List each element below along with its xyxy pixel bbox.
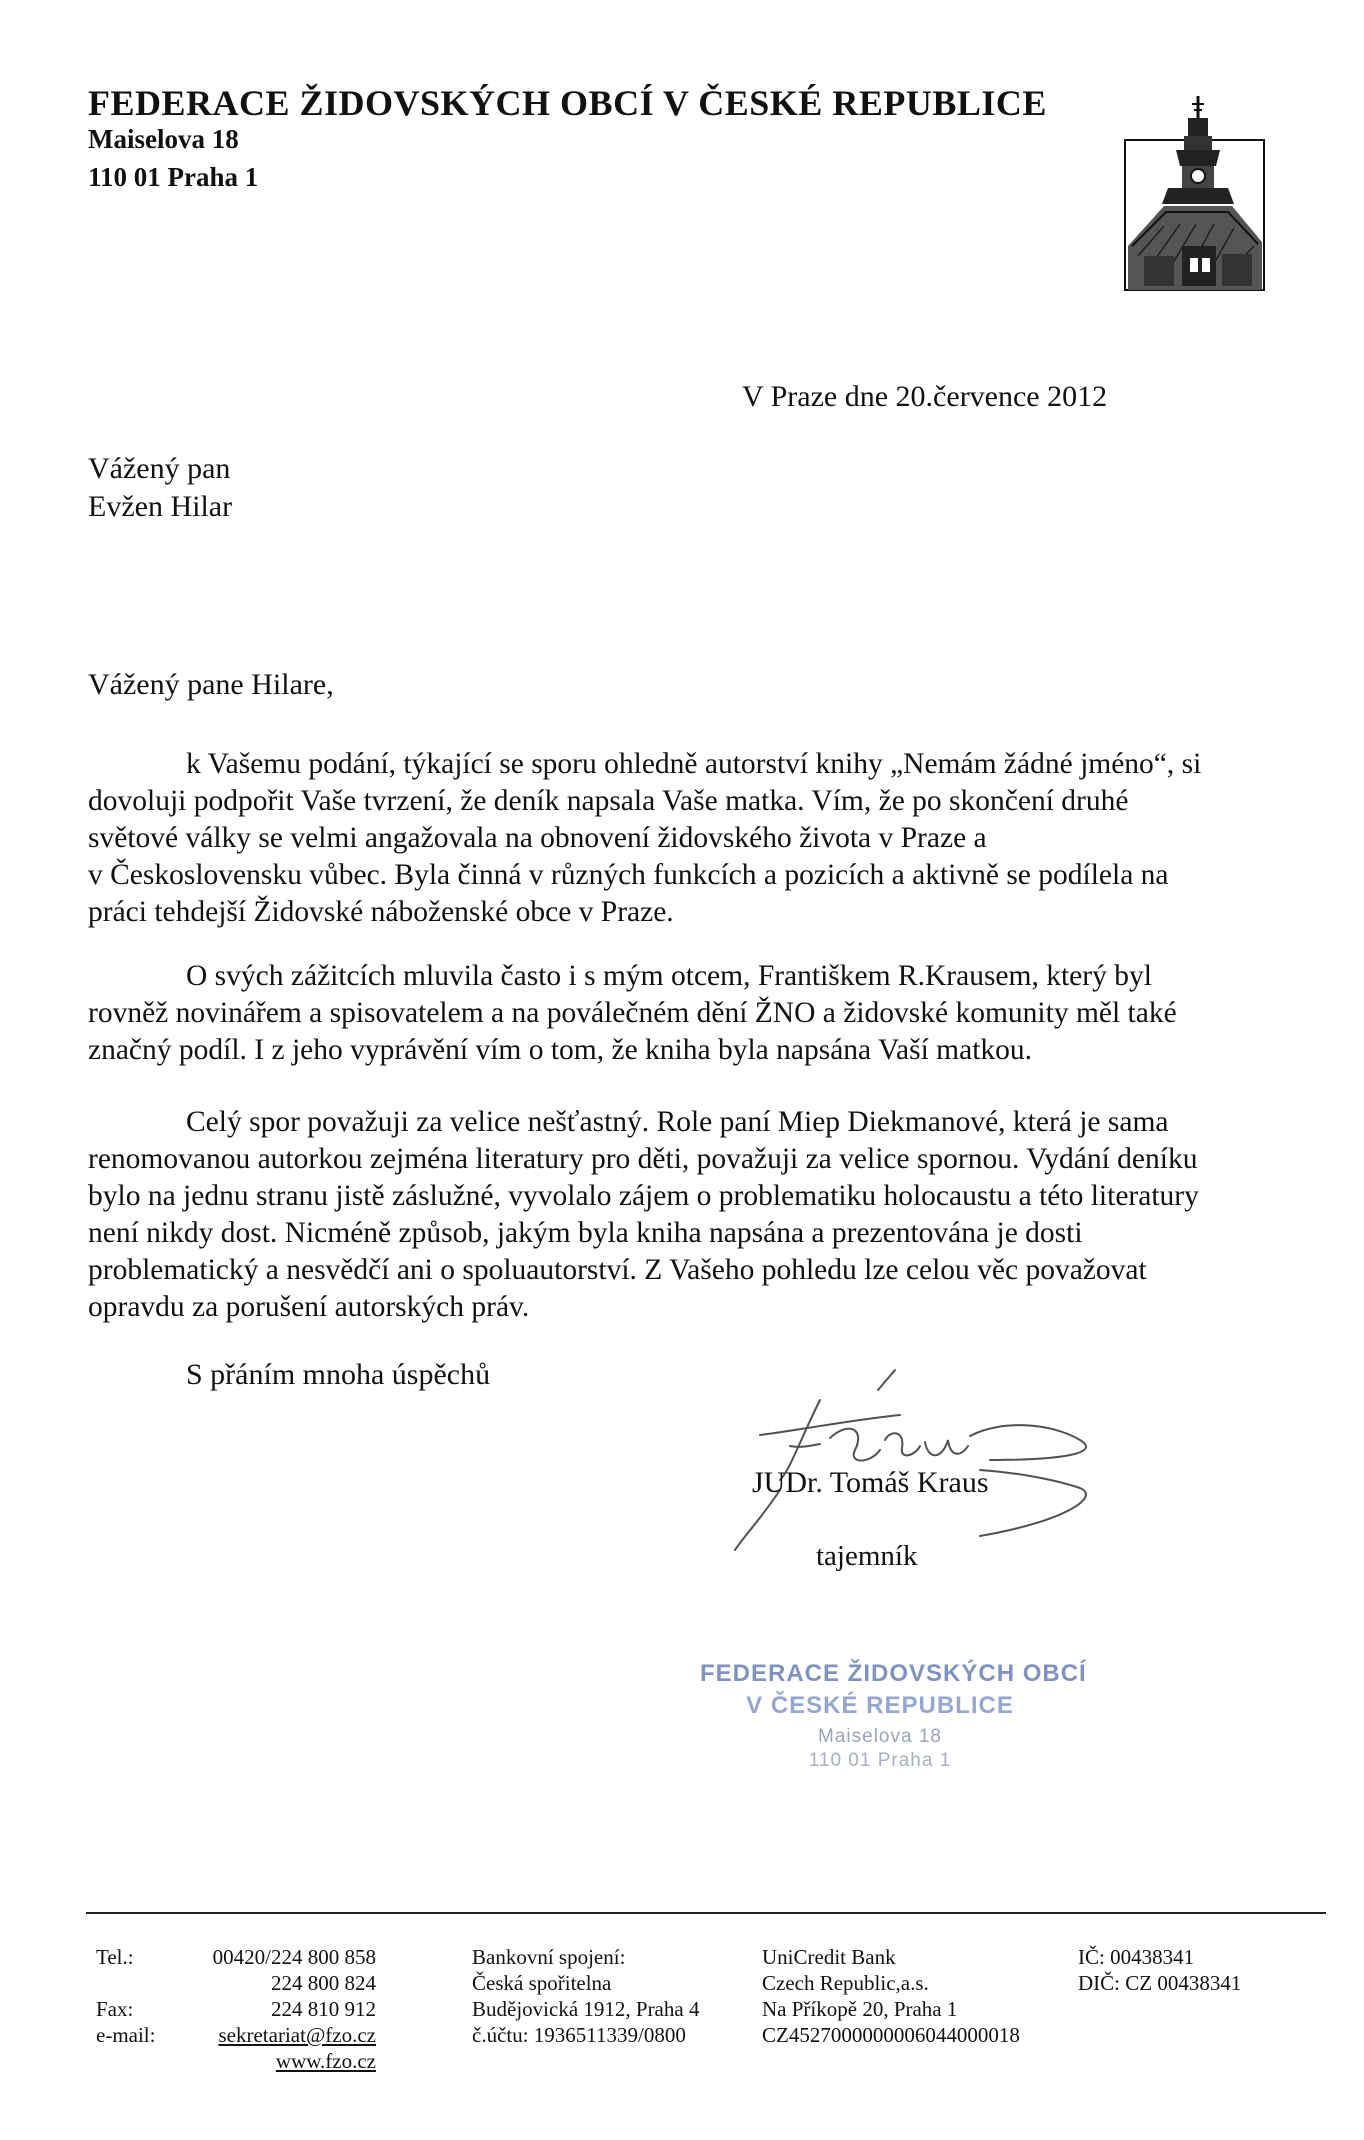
synagogue-tower-icon — [1124, 96, 1266, 292]
paragraph-3 — [88, 1104, 1288, 1326]
footer-phone-1: 00420/224 800 858 — [212, 1945, 376, 1969]
signer-name: JUDr. Tomáš Kraus — [752, 1466, 989, 1499]
paragraph-line: práci tehdejší Židovské náboženské obce v Praze. — [88, 896, 674, 928]
footer-website-link[interactable]: www.fzo.cz — [275, 2049, 376, 2073]
recipient-line-1: Vážený pan — [88, 452, 231, 485]
official-stamp — [700, 1660, 1087, 1772]
paragraph-line: rovněž novinářem a spisovatelem a na poválečném dění ŽNO a židovské komunity měl také — [88, 997, 1177, 1029]
closing: S přáním mnoha úspěchů — [186, 1358, 491, 1391]
footer-contacts — [186, 1944, 376, 2074]
footer-label-blank — [96, 1970, 155, 1996]
footer-phone-2: 224 800 824 — [271, 1971, 376, 1995]
paragraph-line: světové války se velmi angažovala na obnovení židovského života v Praze a — [88, 822, 987, 854]
footer-label-tel: Tel.: — [96, 1945, 134, 1969]
footer-dic: DIČ: CZ 00438341 — [1078, 1971, 1242, 1995]
footer-bank-line: Česká spořitelna — [472, 1971, 612, 1995]
signer-title: tajemník — [816, 1540, 918, 1572]
footer-bank-line: č.účtu: 1936511339/0800 — [472, 2023, 686, 2047]
paragraph-line: O svých zážitcích mluvila často i s mým otcem, Františkem R.Krausem, který byl — [186, 960, 1152, 992]
footer-divider — [86, 1912, 1326, 1914]
paragraph-line: značný podíl. I z jeho vyprávění vím o tom, že kniha byla napsána Vaší matkou. — [88, 1034, 1033, 1066]
footer-label-email: e-mail: — [96, 2023, 156, 2047]
handwritten-signature — [650, 1360, 1150, 1560]
footer-unicredit — [762, 1944, 1020, 2048]
paragraph-line: dovoluji podpořit Vaše tvrzení, že deník napsala Vaše matka. Vím, že po skončení druhé — [88, 785, 1129, 817]
footer-ids — [1078, 1944, 1241, 1996]
footer-unicredit-line: CZ4527000000006044000018 — [762, 2023, 1020, 2047]
organization-city: 110 01 Praha 1 — [88, 162, 259, 192]
paragraph-line: není nikdy dost. Nicméně způsob, jakým byla kniha napsána a prezentována je dosti — [88, 1217, 1083, 1249]
paragraph-line: v Československu vůbec. Byla činná v různých funkcích a pozicích a aktivně se podílela na — [88, 859, 1169, 891]
paragraph-line: k Vašemu podání, týkající se sporu ohledně autorství knihy „Nemám žádné jméno“, si — [186, 748, 1202, 780]
paragraph-line: Celý spor považuji za velice nešťastný. Role paní Miep Diekmanové, která je sama — [186, 1106, 1169, 1138]
stamp-line-3: Maiselova 18 — [818, 1726, 942, 1747]
recipient-name: Evžen Hilar — [88, 490, 233, 523]
stamp-line-1: FEDERACE ŽIDOVSKÝCH OBCÍ — [700, 1660, 1087, 1687]
organization-name: FEDERACE ŽIDOVSKÝCH OBCÍ V ČESKÉ REPUBLICE — [88, 83, 1047, 123]
stamp-line-2: V ČESKÉ REPUBLICE — [746, 1692, 1014, 1719]
salutation: Vážený pane Hilare, — [88, 668, 334, 701]
footer-ico: IČ: 00438341 — [1078, 1945, 1195, 1969]
letter-date: V Praze dne 20.července 2012 — [742, 380, 1108, 413]
stamp-line-4: 110 01 Praha 1 — [808, 1750, 952, 1771]
footer-bank-line: Bankovní spojení: — [472, 1945, 626, 1969]
paragraph-line: renomovanou autorkou zejména literatury pro děti, považuji za velice spornou. Vydání deníku — [88, 1143, 1198, 1175]
organization-street: Maiselova 18 — [88, 124, 239, 154]
footer-unicredit-line: UniCredit Bank — [762, 1945, 896, 1969]
footer-unicredit-line: Na Příkopě 20, Praha 1 — [762, 1997, 958, 2021]
footer-bank-line: Budějovická 1912, Praha 4 — [472, 1997, 700, 2021]
footer-unicredit-line: Czech Republic,a.s. — [762, 1971, 929, 1995]
footer-label-blank — [96, 2048, 155, 2074]
footer-label-fax: Fax: — [96, 1997, 134, 2021]
footer-fax: 224 810 912 — [271, 1997, 376, 2021]
paragraph-line: problematický a nesvědčí ani o spoluautorství. Z Vašeho pohledu lze celou věc považovat — [88, 1254, 1147, 1286]
paragraph-2 — [88, 958, 1288, 1069]
paragraph-line: bylo na jednu stranu jistě záslužné, vyvolalo zájem o problematiku holocaustu a této literatury — [88, 1180, 1199, 1212]
paragraph-line: opravdu za porušení autorských práv. — [88, 1291, 530, 1323]
footer-email-link[interactable]: sekretariat@fzo.cz — [218, 2023, 376, 2047]
footer-labels — [96, 1944, 155, 2074]
paragraph-1 — [88, 746, 1288, 931]
footer-bank — [472, 1944, 699, 2048]
